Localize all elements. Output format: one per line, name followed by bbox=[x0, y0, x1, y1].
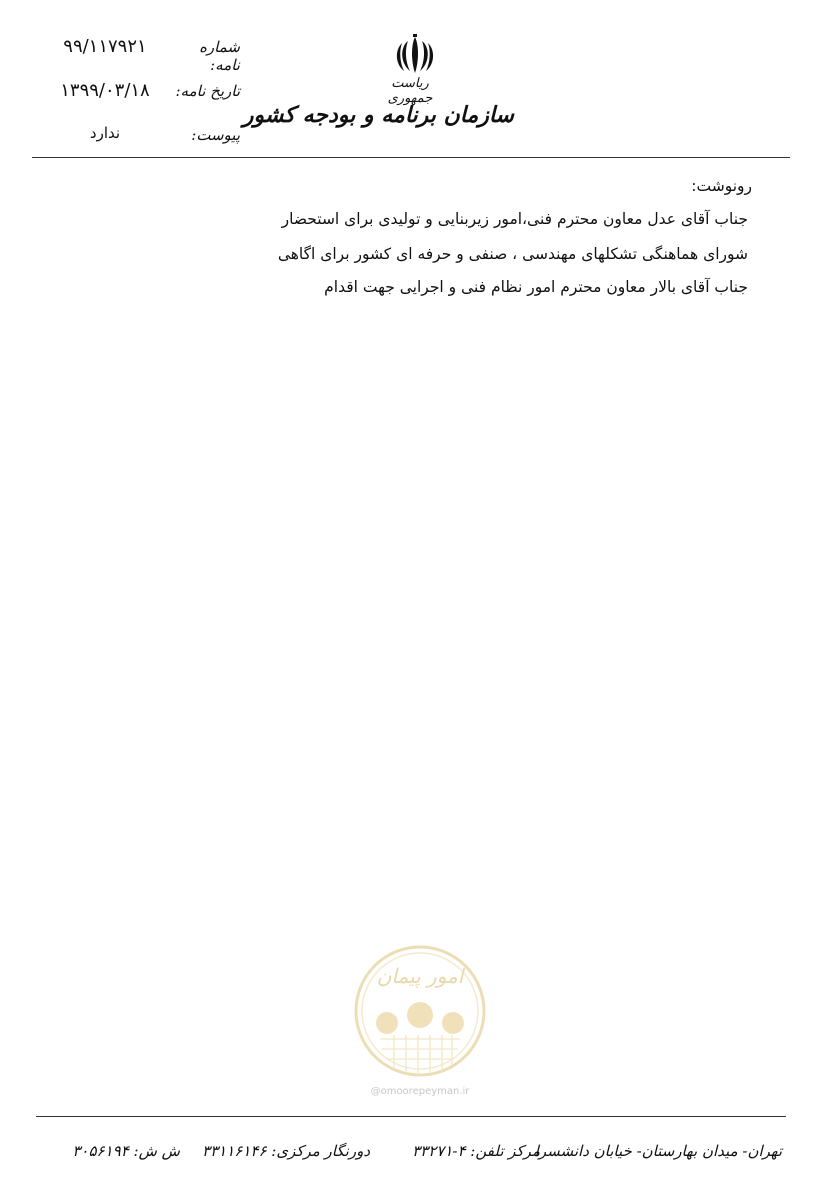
attachment-label: پیوست: bbox=[191, 126, 240, 144]
attachment-value: ندارد bbox=[89, 124, 121, 142]
footer-reg-number: ش ش: ۳۰۵۶۱۹۴ bbox=[72, 1142, 180, 1160]
svg-text:امور پیمان: امور پیمان bbox=[376, 964, 464, 988]
org-name-title: سازمان برنامه و بودجه کشور bbox=[242, 102, 514, 128]
letter-date-label: تاریخ نامه: bbox=[175, 82, 240, 100]
cc-line-3: جناب آقای بالار معاون محترم امور نظام فنی و اجرایی جهت اقدام bbox=[324, 278, 748, 296]
letter-date-value: ۱۳۹۹/۰۳/۱۸ bbox=[60, 80, 150, 101]
footer-fax: دورنگار مرکزی: ۳۳۱۱۶۱۴۶ bbox=[202, 1142, 370, 1160]
letter-number-value: ۹۹/۱۱۷۹۲۱ bbox=[63, 36, 147, 57]
footer-divider bbox=[36, 1116, 786, 1117]
footer-address: تهران- میدان بهارستان- خیابان دانشسرا bbox=[534, 1142, 782, 1160]
org-parent-title: ریاست جمهوری bbox=[387, 76, 433, 106]
cc-label: رونوشت: bbox=[691, 177, 752, 195]
cc-line-2: شورای هماهنگی تشکلهای مهندسی ، صنفی و حرفه ای کشور برای اگاهی bbox=[277, 245, 748, 263]
watermark-handle: @omoorepeyman.ir bbox=[370, 1086, 470, 1097]
header-divider bbox=[32, 157, 790, 158]
iran-emblem-icon bbox=[390, 33, 440, 77]
cc-line-1: جناب آقای عدل معاون محترم فنی،امور زیربنایی و تولیدی برای استحضار bbox=[281, 210, 748, 228]
footer-phone: مرکز تلفن: ۴-۳۳۲۷۱ bbox=[412, 1142, 540, 1160]
letter-number-label: شماره نامه: bbox=[199, 38, 240, 74]
omoore-peyman-logo-icon bbox=[352, 943, 488, 1079]
